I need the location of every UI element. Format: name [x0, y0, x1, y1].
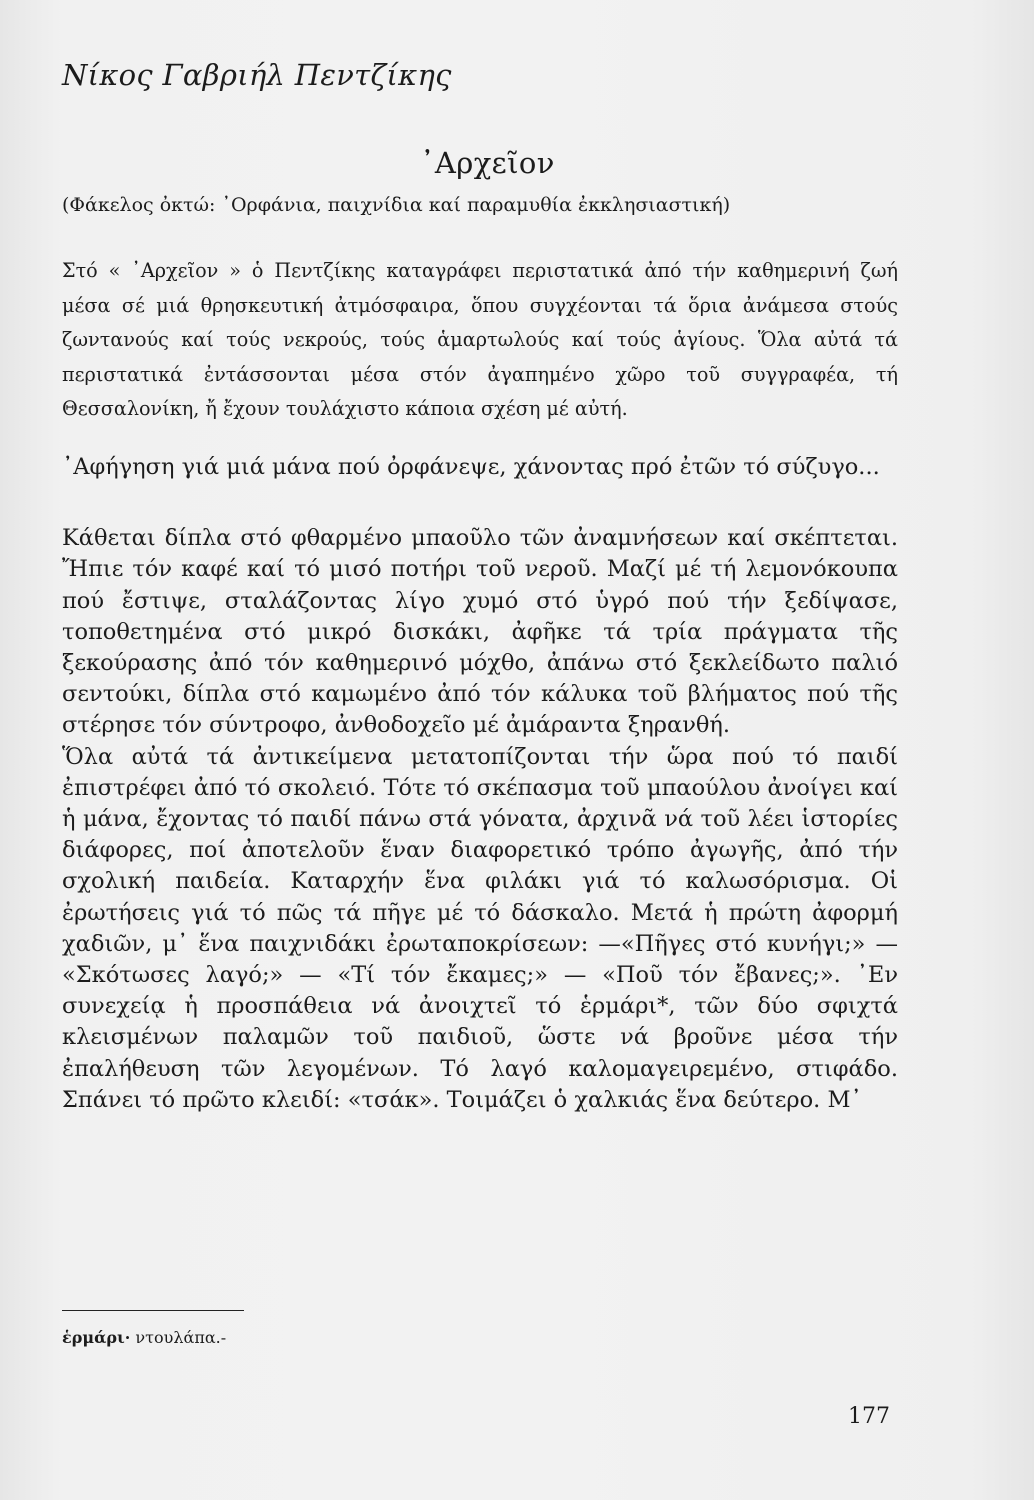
work-subtitle: (Φάκελος ὀκτώ: ᾿Ορφάνια, παιχνίδια καί παραμυθία ἐκκλησιαστική) [62, 194, 731, 216]
footnote [62, 1328, 226, 1347]
footnote-term: ἑρμάρι· [62, 1328, 131, 1347]
lead-paragraph: ᾿Αφήγηση γιά μιά μάνα πού ὀρφάνεψε, χάνοντας πρό ἐτῶν τό σύζυγο... [62, 454, 880, 480]
footnote-divider [62, 1310, 244, 1311]
intro-note [62, 254, 898, 427]
work-title: ᾿Αρχεῖον [420, 146, 555, 180]
body-paragraph-1: Κάθεται δίπλα στό φθαρμένο μπαοῦλο τῶν ἀναμνήσεων καί σκέπτεται. Ἤπιε τόν καφέ καί τό μισό ποτήρι τοῦ νεροῦ. Μαζί μέ τή λεμονόκουπα πού ἔστιψε, σταλάζοντας λίγο χυμό στό ὑγρό πού τήν ξεδίψασε, τοποθετημένα στό μικρό δισκάκι, ἀφῆκε τά τρία πράγματα τῆς ξεκούρασης ἀπό τόν καθημερινό μόχθο, ἀπάνω στό ξεκλείδωτο παλιό σεντούκι, δίπλα στό καμωμένο ἀπό τόν κάλυκα τοῦ βλήματος πού τῆς στέρησε τόν σύντροφο, ἀνθοδοχεῖο μέ ἀμάραντα ξηρανθή. [62, 525, 898, 739]
footnote-definition: ντουλάπα.- [130, 1328, 227, 1347]
intro-paragraph: Στό « ᾿Αρχεῖον » ὁ Πεντζίκης καταγράφει περιστατικά ἀπό τήν καθημερινή ζωή μέσα σέ μιά θρησκευτική ἀτμόσφαιρα, ὅπου συγχέονται τά ὅρια ἀνάμεσα στούς ζωντανούς καί τούς νεκρούς, τούς ἁμαρτωλούς καί τούς ἁγίους. Ὅλα αὐτά τά περιστατικά ἐντάσσονται μέσα στόν ἀγαπημένο χῶρο τοῦ συγγραφέα, τή Θεσσαλονίκη, ἤ ἔχουν τουλάχιστο κάποια σχέση μέ αὐτή. [62, 259, 898, 420]
page-number: 177 [848, 1404, 890, 1429]
body-paragraph-2: Ὅλα αὐτά τά ἀντικείμενα μετατοπίζονται τήν ὥρα πού τό παιδί ἐπιστρέφει ἀπό τό σκολειό. Τότε τό σκέπασμα τοῦ μπαούλου ἀνοίγει καί ἡ μάνα, ἔχοντας τό παιδί πάνω στά γόνατα, ἀρχινᾶ νά τοῦ λέει ἱστορίες διάφορες, ποί ἀποτελοῦν ἕναν διαφορετικό τρόπο ἀγωγῆς, ἀπό τήν σχολική παιδεία. Καταρχήν ἕνα φιλάκι γιά τό καλωσόρισμα. Οἱ ἐρωτήσεις γιά τό πῶς τά πῆγε μέ τό δάσκαλο. Μετά ἡ πρώτη ἀφορμή χαδιῶν, μ᾿ ἕνα παιχνιδάκι ἐρωταποκρίσεων: —«Πῆγες στό κυνήγι;» — «Σκότωσες λαγό;» — «Τί τόν ἔκαμες;» — «Ποῦ τόν ἔβανες;». ᾿Εν συνεχείᾳ ἡ προσπάθεια νά ἀνοιχτεῖ τό ἑρμάρι*, τῶν δύο σφιχτά κλεισμένων παλαμῶν τοῦ παιδιοῦ, ὥστε νά βροῦνε μέσα τήν ἐπαλήθευση τῶν λεγομένων. Τό λαγό καλομαγειρεμένο, στιφάδο. Σπάνει τό πρῶτο κλειδί: «τσάκ». Τοιμάζει ὁ χαλκιάς ἕνα δεύτερο. Μ᾿ [62, 743, 898, 1113]
author-name: Νίκος Γαβριήλ Πεντζίκης [62, 58, 452, 92]
main-text [62, 452, 898, 1116]
